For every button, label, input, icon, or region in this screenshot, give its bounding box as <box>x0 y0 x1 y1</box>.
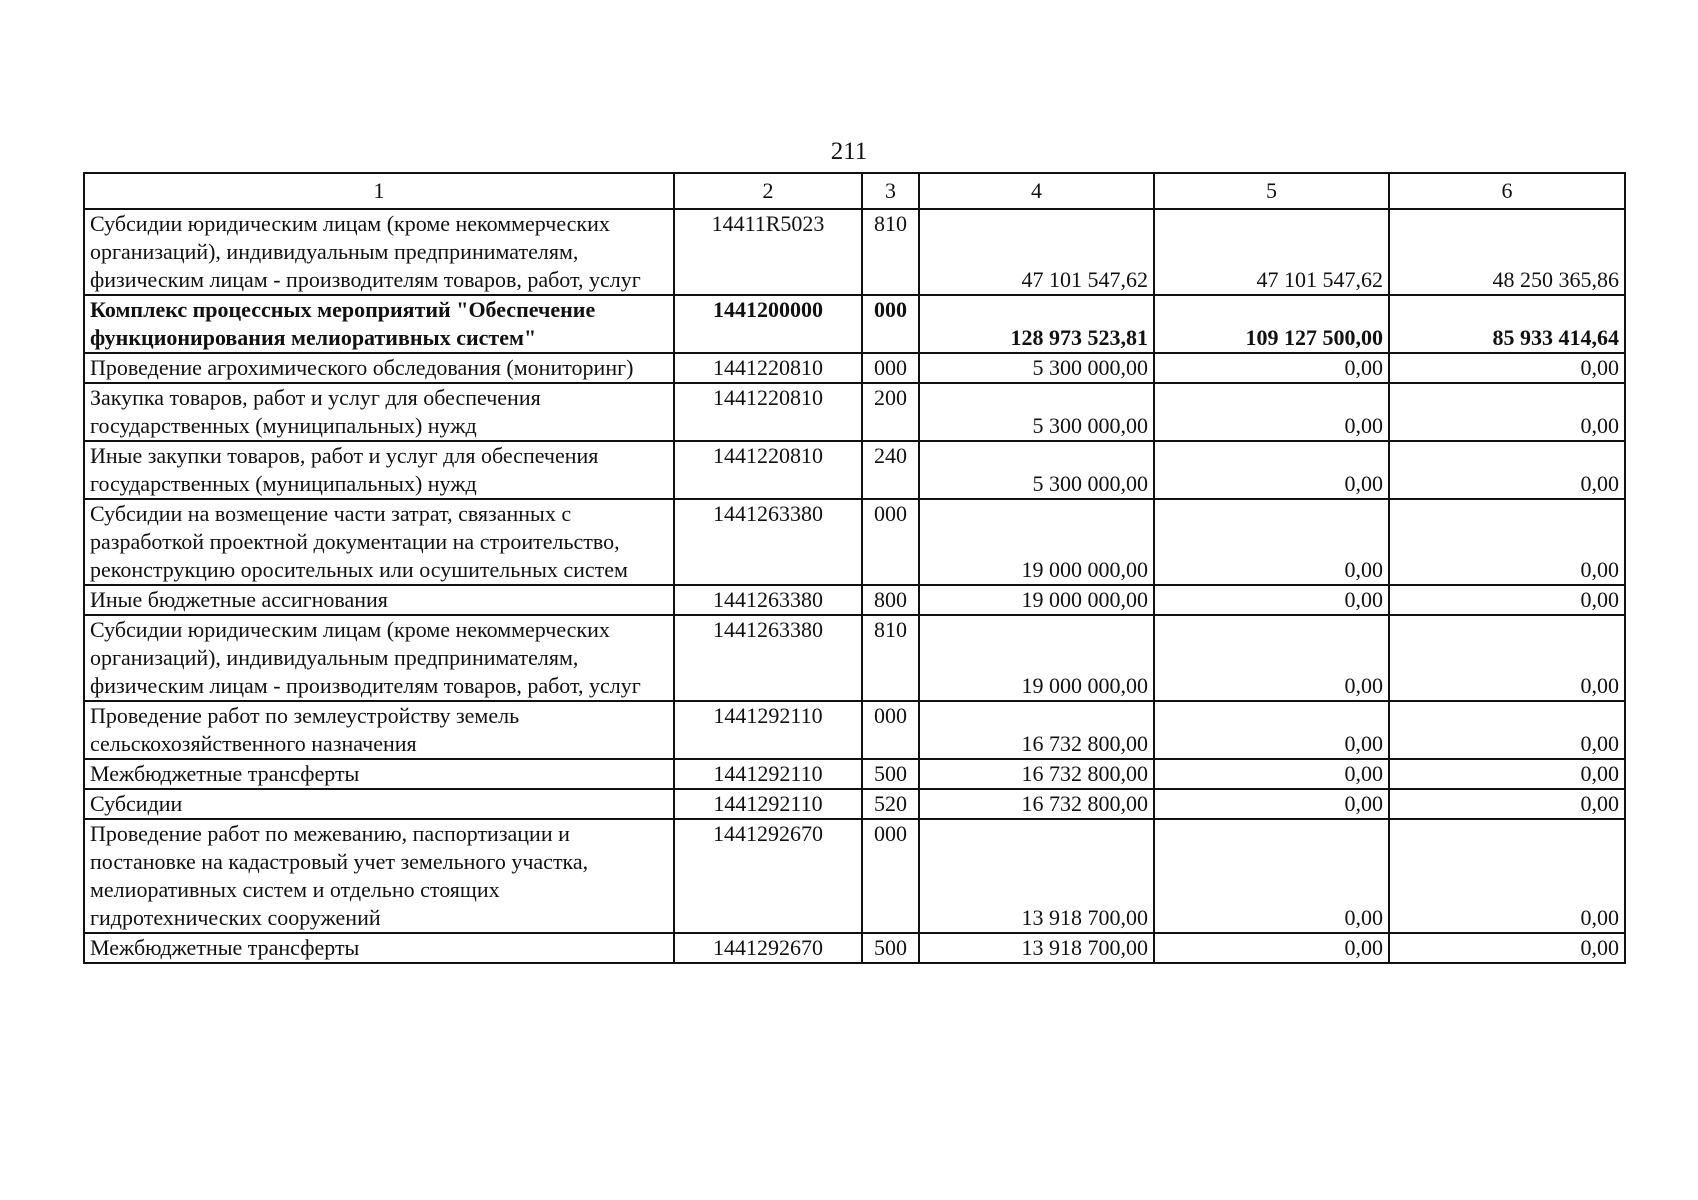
row-amount-col4: 5 300 000,00 <box>919 441 1154 499</box>
table-row <box>84 701 1625 759</box>
header-col-1: 1 <box>84 173 674 209</box>
header-col-3: 3 <box>862 173 919 209</box>
row-amount-col5: 0,00 <box>1154 383 1389 441</box>
row-name: Проведение агрохимического обследования (мониторинг) <box>84 353 674 383</box>
row-amount-col4: 5 300 000,00 <box>919 353 1154 383</box>
row-expense-type: 000 <box>862 701 919 759</box>
row-amount-col5: 0,00 <box>1154 441 1389 499</box>
budget-table <box>83 172 1626 964</box>
row-amount-col5: 0,00 <box>1154 701 1389 759</box>
row-expense-type: 520 <box>862 789 919 819</box>
table-row <box>84 441 1625 499</box>
row-amount-col6: 48 250 365,86 <box>1389 209 1625 295</box>
row-amount-col5: 0,00 <box>1154 933 1389 963</box>
row-name: Проведение работ по землеустройству земель сельскохозяйственного назначения <box>84 701 674 759</box>
row-amount-col6: 0,00 <box>1389 585 1625 615</box>
row-name: Проведение работ по межеванию, паспортизации и постановке на кадастровый учет земельного участка, мелиоративных систем и отдельно стоящих гидротехнических сооружений <box>84 819 674 933</box>
row-expense-type: 800 <box>862 585 919 615</box>
row-name: Субсидии юридическим лицам (кроме некоммерческих организаций), индивидуальным предпринимателям, физическим лицам - производителям товаров, работ, услуг <box>84 615 674 701</box>
row-expense-type: 810 <box>862 209 919 295</box>
row-name: Субсидии <box>84 789 674 819</box>
row-amount-col4: 19 000 000,00 <box>919 585 1154 615</box>
page-number: 211 <box>830 138 868 165</box>
row-code: 1441292110 <box>674 789 862 819</box>
row-expense-type: 000 <box>862 353 919 383</box>
row-amount-col5: 0,00 <box>1154 789 1389 819</box>
row-code: 1441220810 <box>674 441 862 499</box>
row-amount-col6: 0,00 <box>1389 615 1625 701</box>
row-code: 14411R5023 <box>674 209 862 295</box>
table-row <box>84 789 1625 819</box>
table-row <box>84 209 1625 295</box>
row-amount-col4: 16 732 800,00 <box>919 789 1154 819</box>
row-expense-type: 500 <box>862 759 919 789</box>
row-amount-col4: 47 101 547,62 <box>919 209 1154 295</box>
header-row <box>84 173 1625 209</box>
row-name: Межбюджетные трансферты <box>84 759 674 789</box>
row-expense-type: 000 <box>862 819 919 933</box>
row-amount-col6: 0,00 <box>1389 383 1625 441</box>
row-amount-col5: 47 101 547,62 <box>1154 209 1389 295</box>
row-code: 1441292110 <box>674 701 862 759</box>
header-col-2: 2 <box>674 173 862 209</box>
row-amount-col4: 13 918 700,00 <box>919 819 1154 933</box>
row-code: 1441292670 <box>674 819 862 933</box>
row-code: 1441263380 <box>674 499 862 585</box>
table-row <box>84 819 1625 933</box>
row-name: Межбюджетные трансферты <box>84 933 674 963</box>
row-name: Комплекс процессных мероприятий "Обеспечение функционирования мелиоративных систем" <box>84 295 674 353</box>
row-amount-col5: 0,00 <box>1154 759 1389 789</box>
row-expense-type: 240 <box>862 441 919 499</box>
table-row <box>84 585 1625 615</box>
row-code: 1441292110 <box>674 759 862 789</box>
row-code: 1441220810 <box>674 353 862 383</box>
row-code: 1441292670 <box>674 933 862 963</box>
row-expense-type: 000 <box>862 499 919 585</box>
table-row <box>84 615 1625 701</box>
table-row <box>84 353 1625 383</box>
row-expense-type: 000 <box>862 295 919 353</box>
row-amount-col4: 16 732 800,00 <box>919 701 1154 759</box>
row-amount-col6: 0,00 <box>1389 353 1625 383</box>
table-row <box>84 933 1625 963</box>
row-name: Иные закупки товаров, работ и услуг для обеспечения государственных (муниципальных) нужд <box>84 441 674 499</box>
row-code: 1441220810 <box>674 383 862 441</box>
row-expense-type: 200 <box>862 383 919 441</box>
header-col-5: 5 <box>1154 173 1389 209</box>
row-amount-col6: 85 933 414,64 <box>1389 295 1625 353</box>
row-code: 1441200000 <box>674 295 862 353</box>
row-expense-type: 500 <box>862 933 919 963</box>
header-col-4: 4 <box>919 173 1154 209</box>
row-amount-col6: 0,00 <box>1389 441 1625 499</box>
row-amount-col6: 0,00 <box>1389 759 1625 789</box>
row-amount-col4: 19 000 000,00 <box>919 499 1154 585</box>
table-row-subtotal <box>84 295 1625 353</box>
row-amount-col4: 16 732 800,00 <box>919 759 1154 789</box>
table-row <box>84 759 1625 789</box>
row-code: 1441263380 <box>674 585 862 615</box>
row-amount-col4: 13 918 700,00 <box>919 933 1154 963</box>
row-expense-type: 810 <box>862 615 919 701</box>
row-name: Иные бюджетные ассигнования <box>84 585 674 615</box>
row-name: Субсидии на возмещение части затрат, связанных с разработкой проектной документации на строительство, реконструкцию оросительных или осушительных систем <box>84 499 674 585</box>
header-col-6: 6 <box>1389 173 1625 209</box>
row-amount-col4: 5 300 000,00 <box>919 383 1154 441</box>
row-code: 1441263380 <box>674 615 862 701</box>
row-amount-col5: 0,00 <box>1154 585 1389 615</box>
row-amount-col6: 0,00 <box>1389 701 1625 759</box>
row-amount-col5: 0,00 <box>1154 353 1389 383</box>
row-name: Закупка товаров, работ и услуг для обеспечения государственных (муниципальных) нужд <box>84 383 674 441</box>
row-name: Субсидии юридическим лицам (кроме некоммерческих организаций), индивидуальным предпринимателям, физическим лицам - производителям товаров, работ, услуг <box>84 209 674 295</box>
row-amount-col6: 0,00 <box>1389 933 1625 963</box>
table-row <box>84 499 1625 585</box>
row-amount-col5: 0,00 <box>1154 499 1389 585</box>
row-amount-col5: 109 127 500,00 <box>1154 295 1389 353</box>
row-amount-col6: 0,00 <box>1389 499 1625 585</box>
row-amount-col4: 128 973 523,81 <box>919 295 1154 353</box>
row-amount-col4: 19 000 000,00 <box>919 615 1154 701</box>
row-amount-col6: 0,00 <box>1389 819 1625 933</box>
row-amount-col5: 0,00 <box>1154 615 1389 701</box>
table-row <box>84 383 1625 441</box>
row-amount-col6: 0,00 <box>1389 789 1625 819</box>
row-amount-col5: 0,00 <box>1154 819 1389 933</box>
